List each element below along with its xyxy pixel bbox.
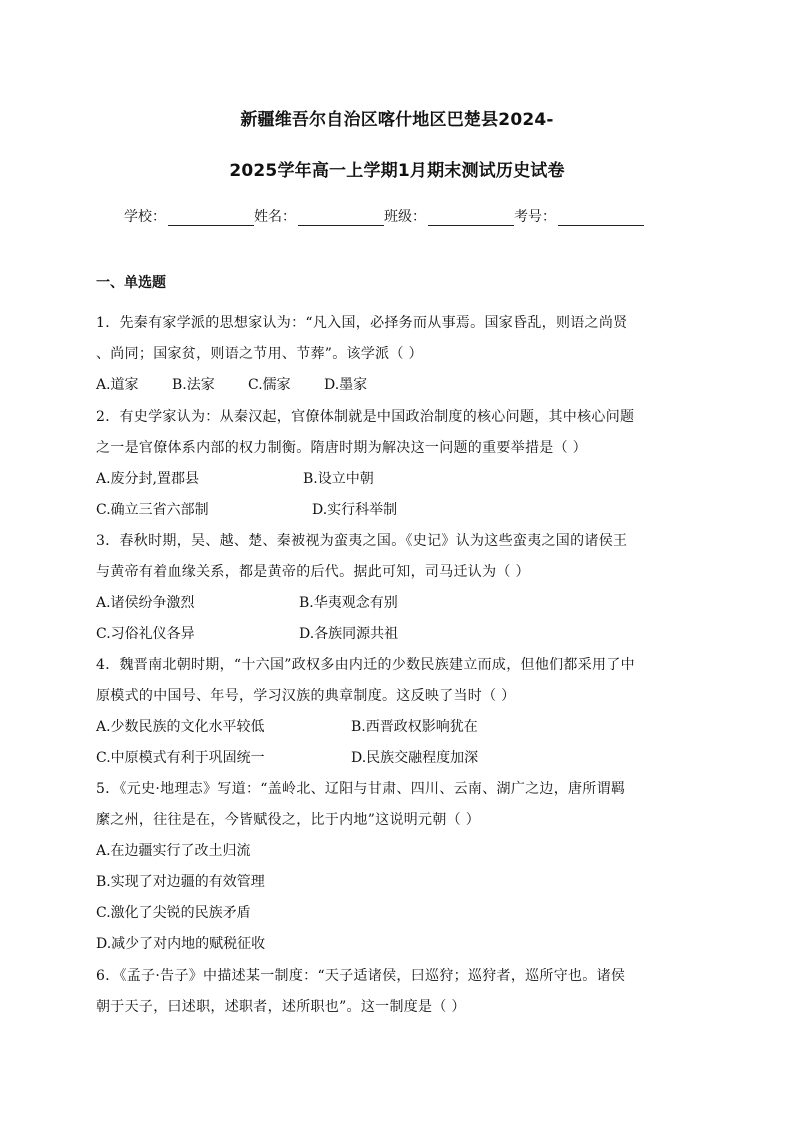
question-2-line-2: 之一是官僚体系内部的权力制衡。隋唐时期为解决这一问题的重要举措是（ ） bbox=[96, 440, 587, 456]
name-field bbox=[254, 206, 384, 226]
exam-title-line-2: 2025学年高一上学期1月期末测试历史试卷 bbox=[229, 161, 565, 181]
school-field bbox=[124, 206, 254, 226]
section-title: 一、单选题 bbox=[96, 275, 166, 291]
option-b[interactable]: B.法家 bbox=[172, 377, 215, 393]
option-c[interactable]: C.习俗礼仪各异 bbox=[96, 626, 195, 642]
question-5-line-2: 縻之州，往往是在，今皆赋役之，比于内地”这说明元朝（ ） bbox=[96, 812, 481, 828]
option-b[interactable]: B.实现了对边疆的有效管理 bbox=[96, 874, 265, 890]
exam-no-field bbox=[514, 206, 644, 226]
option-b[interactable]: B.西晋政权影响犹在 bbox=[351, 719, 478, 735]
option-d[interactable]: D.民族交融程度加深 bbox=[351, 750, 479, 766]
exam-title-line-1: 新疆维吾尔自治区喀什地区巴楚县2024- bbox=[240, 110, 554, 130]
option-d[interactable]: D.各族同源共祖 bbox=[299, 626, 399, 642]
option-c[interactable]: C.确立三省六部制 bbox=[96, 502, 209, 518]
question-6-line-2: 朝于天子，曰述职，述职者，述所职也”。这一制度是（ ） bbox=[96, 999, 466, 1015]
question-6-line-1: 6．《孟子·告子》中描述某一制度：“天子适诸侯，曰巡狩；巡狩者，巡所守也。诸侯 bbox=[96, 968, 626, 984]
question-5-line-1: 5．《元史·地理志》写道：“盖岭北、辽阳与甘肃、四川、云南、湖广之边，唐所谓羁 bbox=[96, 781, 626, 797]
option-b[interactable]: B.华夷观念有别 bbox=[299, 595, 398, 611]
name-blank bbox=[298, 211, 384, 226]
question-3-options-row-2 bbox=[96, 623, 398, 643]
question-3-options-row-1 bbox=[96, 592, 398, 612]
option-d[interactable]: D.墨家 bbox=[324, 377, 368, 393]
class-field bbox=[384, 206, 514, 226]
student-info-row bbox=[124, 206, 644, 226]
question-2-options-row-1 bbox=[96, 468, 374, 488]
option-a[interactable]: A.少数民族的文化水平较低 bbox=[96, 719, 265, 735]
option-c[interactable]: C.激化了尖锐的民族矛盾 bbox=[96, 905, 251, 921]
question-3-line-2: 与黄帝有着血缘关系，都是黄帝的后代。据此可知，司马迁认为（ ） bbox=[96, 564, 530, 580]
exam-no-label: 考号： bbox=[514, 209, 556, 225]
option-d[interactable]: D.实行科举制 bbox=[312, 502, 398, 518]
option-a[interactable]: A.道家 bbox=[96, 377, 139, 393]
question-1-options bbox=[96, 374, 367, 394]
option-a[interactable]: A.废分封,置郡县 bbox=[96, 471, 200, 487]
option-a[interactable]: A.诸侯纷争激烈 bbox=[96, 595, 195, 611]
question-4-options-row-2 bbox=[96, 747, 478, 767]
option-d[interactable]: D.减少了对内地的赋税征收 bbox=[96, 936, 266, 952]
option-b[interactable]: B.设立中朝 bbox=[303, 471, 374, 487]
question-2-line-1: 2．有史学家认为：从秦汉起，官僚体制就是中国政治制度的核心问题，其中核心问题 bbox=[96, 409, 635, 425]
question-3-line-1: 3．春秋时期，吴、越、楚、秦被视为蛮夷之国。《史记》认为这些蛮夷之国的诸侯王 bbox=[96, 533, 628, 549]
school-label: 学校： bbox=[124, 209, 166, 225]
question-1-line-2: 、尚同；国家贫，则语之节用、节葬”。该学派（ ） bbox=[96, 346, 423, 362]
class-label: 班级： bbox=[384, 209, 426, 225]
question-4-line-2: 原模式的中国号、年号，学习汉族的典章制度。这反映了当时（ ） bbox=[96, 688, 516, 704]
exam-no-blank bbox=[558, 211, 644, 226]
school-blank bbox=[168, 211, 254, 226]
class-blank bbox=[428, 211, 514, 226]
question-2-options-row-2 bbox=[96, 499, 397, 519]
option-c[interactable]: C.儒家 bbox=[248, 377, 291, 393]
question-4-options-row-1 bbox=[96, 716, 478, 736]
name-label: 姓名： bbox=[254, 209, 296, 225]
question-4-line-1: 4．魏晋南北朝时期，“十六国”政权多由内迁的少数民族建立而成，但他们都采用了中 bbox=[96, 657, 635, 673]
option-a[interactable]: A.在边疆实行了改土归流 bbox=[96, 843, 251, 859]
question-1-line-1: 1．先秦有家学派的思想家认为：“凡入国，必择务而从事焉。国家昏乱，则语之尚贤 bbox=[96, 315, 628, 331]
option-c[interactable]: C.中原模式有利于巩固统一 bbox=[96, 750, 265, 766]
